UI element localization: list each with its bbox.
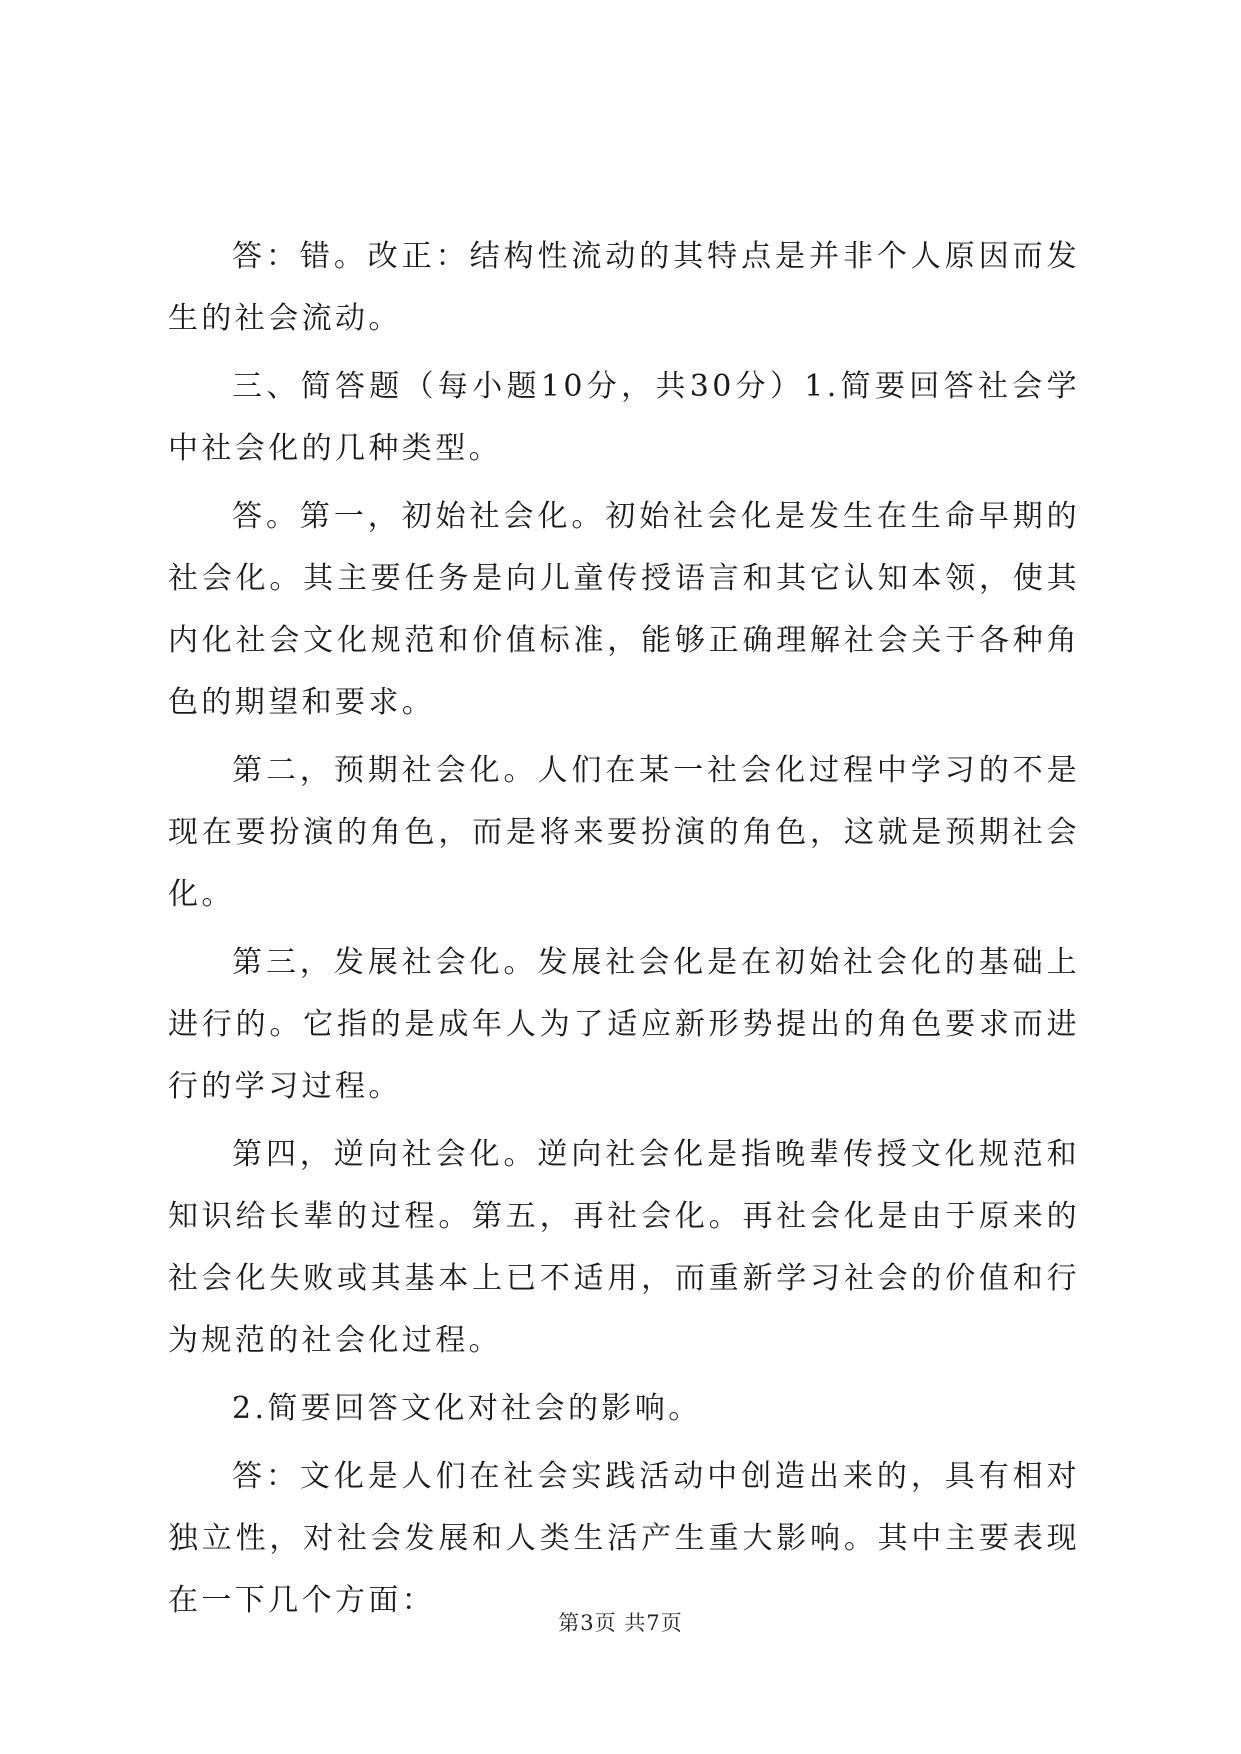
body-paragraph: 第二，预期社会化。人们在某一社会化过程中学习的不是现在要扮演的角色，而是将来要扮演的角色，这就是预期社会化。 bbox=[168, 753, 1080, 912]
section-heading-paragraph: 三、简答题（每小题10分，共30分）1.简要回答社会学中社会化的几种类型。 bbox=[168, 369, 1080, 466]
page-number-footer: 第3页 共7页 bbox=[558, 1611, 683, 1635]
answer-paragraph: 答：文化是人们在社会实践活动中创造出来的，具有相对独立性，对社会发展和人类生活产生重大影响。其中主要表现在一下几个方面： bbox=[168, 1459, 1080, 1618]
document-body bbox=[168, 226, 1080, 1638]
body-paragraph: 第四，逆向社会化。逆向社会化是指晚辈传授文化规范和知识给长辈的过程。第五，再社会化。再社会化是由于原来的社会化失败或其基本上已不适用，而重新学习社会的价值和行为规范的社会化过程。 bbox=[168, 1137, 1080, 1358]
answer-paragraph: 答：错。改正：结构性流动的其特点是并非个人原因而发生的社会流动。 bbox=[168, 239, 1080, 336]
answer-paragraph: 答。第一，初始社会化。初始社会化是发生在生命早期的社会化。其主要任务是向儿童传授语言和其它认知本领，使其内化社会文化规范和价值标准，能够正确理解社会关于各种角色的期望和要求。 bbox=[168, 499, 1080, 720]
question-paragraph: 2.简要回答文化对社会的影响。 bbox=[232, 1391, 702, 1426]
body-paragraph: 第三，发展社会化。发展社会化是在初始社会化的基础上进行的。它指的是成年人为了适应新形势提出的角色要求而进行的学习过程。 bbox=[168, 945, 1080, 1104]
